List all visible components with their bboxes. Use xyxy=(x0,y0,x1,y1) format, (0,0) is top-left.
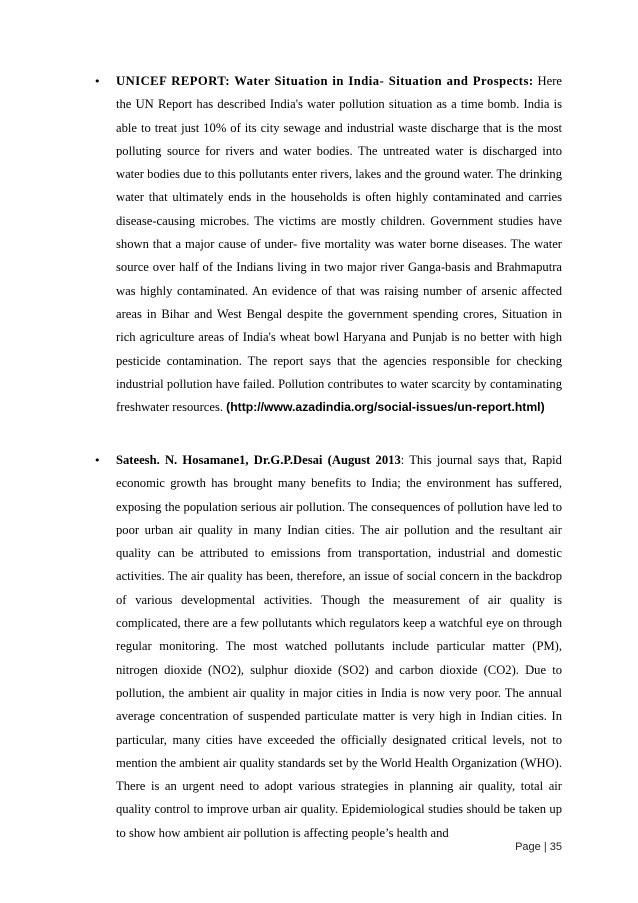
bullet-marker: • xyxy=(94,454,101,467)
source-link[interactable]: (http://www.azadindia.org/social-issues/un-report.html) xyxy=(226,400,545,415)
entry-heading: Sateesh. N. Hosamane1, Dr.G.P.Desai (August 2013 xyxy=(116,453,401,467)
bullet-marker: • xyxy=(94,75,101,88)
entry-body xyxy=(116,70,562,419)
entry-text: : This journal says that, Rapid economic growth has brought many benefits to India; the environment has suffered, exposing the population serious air pollution. The consequences of pollution have led to poor urban air quality in many Indian cities. The air pollution and the resultant air quality can be attributed to emissions from transportation, industrial and domestic activities. The air quality has been, therefore, an issue of social concern in the backdrop of various developmental activities. Though the measurement of air quality is complicated, there are a few pollutants which regulators keep a watchful eye on through regular monitoring. The most watched pollutants include particular matter (PM), nitrogen dioxide (NO2), sulphur dioxide (SO2) and carbon dioxide (CO2). Due to pollution, the ambient air quality in major cities in India is now very poor. The annual average concentration of suspended particulate matter is very high in Indian cities. In particular, many cities have exceeded the officially designated critical levels, not to mention the ambient air quality standards set by the World Health Organization (WHO). There is an urgent need to adopt various strategies in planning air quality, total air quality control to improve urban air quality. Epidemiological studies should be taken up to show how ambient air pollution is affecting people’s health and xyxy=(116,453,562,840)
entry-body xyxy=(116,449,562,845)
entry-heading: UNICEF REPORT: Water Situation in India- Situation and Prospects: xyxy=(116,74,534,88)
page-number: Page | 35 xyxy=(515,841,562,853)
entry-text: Here the UN Report has described India's water pollution situation as a time bomb. India is able to treat just 10% of its city sewage and industrial waste discharge that is the most polluting source for rivers and water bodies. The untreated water is discharged into water bodies due to this pollutants enter rivers, lakes and the ground water. The drinking water that ultimately ends in the households is often highly contaminated and carries disease-causing microbes. The victims are mostly children. Government studies have shown that a major cause of under- five mortality was water borne diseases. The water source over half of the Indians living in two major river Ganga-basis and Brahmaputra was highly contaminated. An evidence of that was raising number of arsenic affected areas in Bihar and West Bengal despite the government spending crores, Situation in rich agriculture areas of India's wheat bowl Haryana and Punjab is no better with high pesticide contamination. The report says that the agencies responsible for checking industrial pollution have failed. Pollution contributes to water scarcity by contaminating freshwater resources. xyxy=(116,74,562,415)
